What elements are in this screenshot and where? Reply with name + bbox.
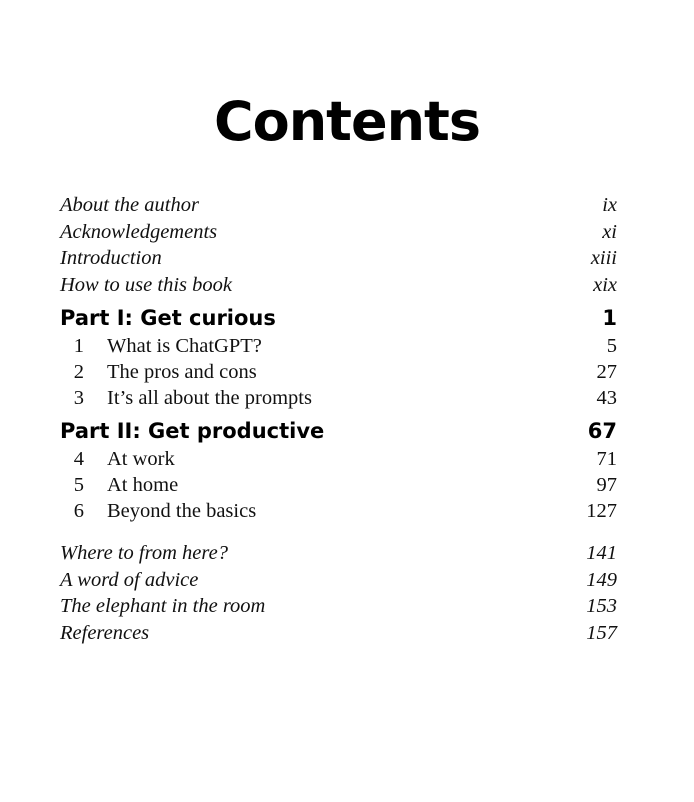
toc-entry-title: The elephant in the room (60, 595, 266, 617)
part-page: 1 (602, 306, 617, 330)
part-title: Part I: Get curious (60, 306, 276, 330)
toc-entry-title: References (60, 621, 150, 644)
toc-entry-introduction[interactable] (60, 245, 617, 272)
page-title: Contents (213, 90, 480, 153)
chapter-number: 6 (73, 500, 84, 522)
chapter-title: Beyond the basics (107, 500, 257, 522)
chapter-page: 127 (586, 500, 617, 522)
toc-entry-about-author[interactable] (60, 192, 617, 219)
toc-entry-page: 157 (586, 621, 617, 644)
chapter-number: 5 (73, 474, 84, 496)
chapter-number: 4 (73, 448, 84, 470)
chapter-title: At work (107, 448, 175, 470)
toc-chapter-1[interactable] (60, 333, 617, 359)
toc-entry-page: 149 (586, 568, 617, 591)
table-of-contents (60, 192, 617, 646)
toc-entry-title: Introduction (60, 247, 162, 269)
toc-chapter-3[interactable] (60, 385, 617, 411)
part-page: 67 (587, 419, 617, 443)
toc-entry-page: xiii (590, 247, 617, 269)
chapter-page: 5 (606, 335, 617, 357)
toc-entry-page: 153 (586, 595, 617, 617)
toc-entry-page: 141 (586, 542, 617, 564)
toc-entry-title: A word of advice (60, 568, 199, 591)
toc-chapter-2[interactable] (60, 359, 617, 385)
toc-entry-title: Where to from here? (60, 542, 228, 564)
toc-part-2[interactable] (60, 416, 617, 446)
chapter-page: 43 (596, 387, 617, 409)
toc-entry-title: Acknowledgements (60, 220, 218, 243)
toc-entry-references[interactable] (60, 620, 617, 647)
chapter-title: The pros and cons (107, 361, 257, 383)
chapter-number: 2 (73, 361, 84, 383)
toc-entry-how-to-use[interactable] (60, 272, 617, 299)
toc-entry-page: xix (593, 273, 617, 296)
chapter-page: 97 (596, 474, 617, 496)
part-title: Part II: Get productive (60, 419, 325, 443)
chapter-page: 71 (596, 448, 617, 470)
toc-part-1[interactable] (60, 303, 617, 333)
chapter-number: 3 (73, 387, 84, 409)
toc-entry-title: How to use this book (60, 273, 232, 296)
chapter-title: What is ChatGPT? (107, 335, 262, 357)
chapter-number: 1 (73, 335, 84, 357)
toc-chapter-6[interactable] (60, 498, 617, 524)
section-spacer (60, 524, 617, 540)
chapter-title: At home (107, 474, 179, 496)
chapter-page: 27 (596, 361, 617, 383)
toc-entry-where-to[interactable] (60, 540, 617, 567)
toc-chapter-5[interactable] (60, 472, 617, 498)
toc-entry-page: ix (602, 194, 617, 216)
toc-entry-acknowledgements[interactable] (60, 219, 617, 246)
chapter-title: It’s all about the prompts (107, 387, 312, 409)
toc-entry-page: xi (602, 220, 617, 243)
toc-entry-title: About the author (60, 194, 199, 216)
toc-entry-elephant[interactable] (60, 593, 617, 620)
toc-chapter-4[interactable] (60, 446, 617, 472)
toc-entry-word-of-advice[interactable] (60, 567, 617, 594)
